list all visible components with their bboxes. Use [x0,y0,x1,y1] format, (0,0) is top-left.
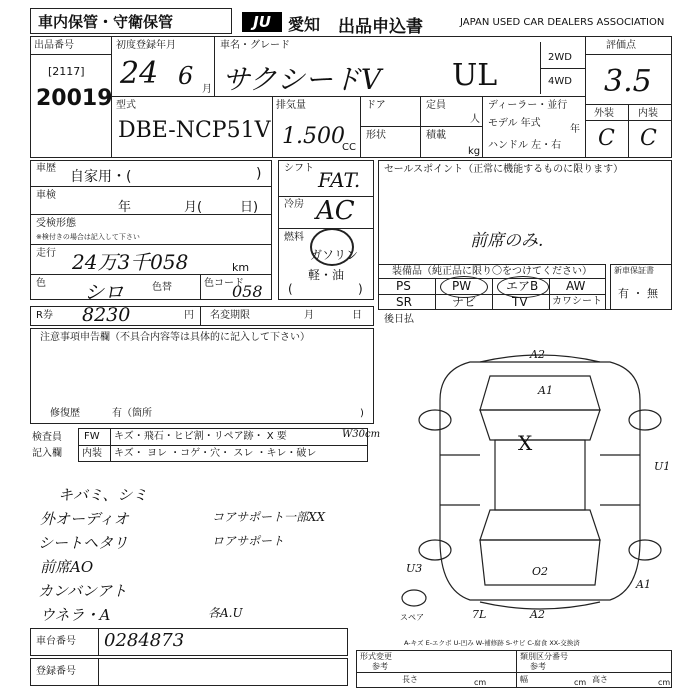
association-en: JAPAN USED CAR DEALERS ASSOCIATION [460,17,665,28]
interior-items: キズ・ ヨレ ・コゲ・穴・ スレ ・キレ・破レ [114,448,317,459]
sales-points-value: 前席のみ. [470,231,544,251]
chassis-value: 0284873 [104,630,185,651]
length-unit: cm [474,678,487,687]
category-ref: 参考 [530,662,546,671]
name-change-label: 名変期限 [210,310,250,321]
mark-rear-o2: O2 [532,565,549,578]
shift-value: FAT. [318,168,361,192]
accept-note: ※検付きの場合は記入して下さい [36,233,140,241]
mark-bumper-7l: 7L [472,608,487,621]
equipment-label: 装備品（純正品に限り〇をつけてください） [392,266,592,277]
height-label: 高さ [592,675,608,684]
warranty-value: 有 ・ 無 [618,287,658,300]
reg-year: 24 [120,56,159,91]
inspector-label: 検査員 [32,432,62,443]
history-close: ) [256,166,262,182]
vehicle-grade: UL [452,58,498,93]
name-change-month: 月 [304,310,314,321]
load-unit: kg [468,146,481,157]
damage-legend: A-キズ E-エクボ U-凹み W-補修跡 S-サビ C-腐食 XX-交換済 [404,639,580,647]
equip-ps: PS [396,279,411,293]
inspection-year-unit: 年 [118,200,132,215]
displacement-value: 1.500 [282,124,345,149]
color-code-value: 058 [232,282,263,301]
rating-label: 評価点 [606,40,636,51]
mark-side-u1: U1 [654,460,671,473]
note-right-1: コアサポート一部XX [212,510,326,524]
ac-value: AC [316,196,355,226]
capacity-label: 定員 [426,100,446,111]
mark-windshield-x: X [518,431,533,455]
note-right-2: ロアサポート [212,534,285,548]
inspection-month-unit: 月( [184,200,203,215]
lot-number: 20019 [36,86,113,111]
note-line-5: カンバンアト [38,582,127,600]
equip-navi: ナビ [452,295,477,309]
exterior-grade: C [598,126,615,151]
fuel-gasoline-circle [310,228,354,266]
repair-value: 有（箇所 [112,408,152,419]
shift-label: シフト [284,163,314,174]
fuel-diesel: 軽・油 [308,268,345,282]
cc-unit: CC [342,142,356,153]
repair-close: ) [360,408,364,419]
equip-sr: SR [396,295,412,309]
car-damage-diagram [400,340,680,640]
length-label: 長さ [402,675,418,684]
spare-label: スペア [400,613,424,622]
reg-box [30,658,348,686]
model-value: DBE-NCP51V [118,118,271,143]
form-title: 出品申込書 [338,17,423,37]
r-ticket-value: 8230 [82,304,131,326]
interior-grade: C [640,126,657,151]
color-code-label: 色コード [204,278,244,289]
history-label: 車歴 [36,163,56,174]
form-change-ref: 参考 [372,662,388,671]
height-unit: cm [658,678,671,687]
fw-label: FW [84,431,100,442]
fuel-close: ) [358,282,363,296]
mileage-unit: km [232,261,250,274]
drive-2wd: 2WD [548,52,572,63]
fuel-open: ( [288,282,293,296]
interior-label: 内装 [638,108,658,119]
ac-label: 冷房 [284,199,304,210]
equip-aw: AW [566,279,586,293]
mileage-value: 24万3千058 [72,250,189,274]
rating-score: 3.5 [604,64,652,99]
reg-month: 6 [178,62,194,90]
note-line-3: シートヘタリ [38,534,129,552]
mark-hood-a1: A1 [538,384,553,397]
model-year-unit: 年 [570,124,580,135]
warranty-label: 新車保証書 [614,266,654,275]
inspection-label: 車検 [36,190,56,201]
equip-pw-circle [440,276,488,298]
shape-label: 形状 [366,130,386,141]
ju-logo: JU [242,12,282,32]
r-ticket-yen: 円 [184,310,194,321]
equip-seat: カワシート [552,296,602,307]
load-label: 積載 [426,130,446,141]
mileage-label: 走行 [36,248,56,259]
equip-pw: PW [452,279,472,293]
history-value: 自家用・( [70,169,132,185]
model-label: 型式 [116,100,136,111]
association-jp: 愛知 [288,15,321,34]
mark-bumper-a2: A2 [530,608,545,621]
accept-label: 受検形態 [36,218,76,229]
chassis-label: 車台番号 [36,636,76,647]
lot-sub-number: [2117] [48,65,85,78]
entry-label: 記入欄 [32,448,62,459]
fuel-gasoline: ガソリン [310,248,359,262]
equip-airbag: エアB [506,279,539,293]
equip-airbag-circle [497,276,549,298]
handle-label: ハンドル 左・右 [488,140,562,151]
form-change-label: 形式変更 [360,652,392,661]
model-year-label: モデル 年式 [488,118,541,129]
fw-note: W30cm [342,429,381,440]
inspection-day-unit: 日) [240,200,259,215]
fw-items: キズ・飛石・ヒビ割・リペア跡・ X 要 [114,431,287,442]
drive-4wd: 4WD [548,76,572,87]
mark-rear-a1: A1 [636,578,651,591]
capacity-unit: 人 [470,114,480,125]
exterior-label: 外装 [594,108,614,119]
reg-month-unit: 月 [202,84,212,95]
equip-tv: TV [512,295,528,309]
color-change-label: 色替 [152,282,172,293]
width-label: 幅 [520,675,528,684]
door-label: ドア [366,100,386,111]
vehicle-name: サクシードV [222,63,382,96]
storage-label: 車内保管・守衛保管 [38,13,174,31]
r-ticket-label: R券 [36,310,53,321]
color-value: シロ [84,280,124,304]
rear-fill-label: 後日払 [384,314,414,325]
repair-label: 修復歴 [50,408,80,419]
note-line-6: ウネラ・A [40,606,111,624]
interior-inspect-label: 内装 [82,448,102,459]
chassis-box [30,628,348,656]
reg-number-label: 登録番号 [36,666,76,677]
lot-label: 出品番号 [34,40,74,51]
sales-points-label: セールスポイント（正常に機能するものに限ります） [384,164,624,175]
mark-rear-u3: U3 [406,562,423,575]
note-right-3: 各A.U [208,606,243,620]
note-line-1: キバミ、シミ [58,486,148,504]
note-line-2: 外オーディオ [40,510,129,528]
mark-front-a2: A2 [530,348,545,361]
notes-label: 注意事項申告欄（不具合内容等は具体的に記入して下さい） [40,332,310,343]
fuel-label: 燃料 [284,232,304,243]
first-reg-label: 初度登録年月 [116,40,176,51]
displacement-label: 排気量 [276,100,306,111]
name-change-day: 日 [352,310,362,321]
color-label: 色 [36,278,46,289]
dealer-label: ディーラー・並行 [488,100,568,111]
note-line-4: 前席AO [40,558,94,576]
category-label: 類別区分番号 [520,652,568,661]
name-grade-label: 車名・グレード [220,40,290,51]
width-unit: cm [574,678,587,687]
